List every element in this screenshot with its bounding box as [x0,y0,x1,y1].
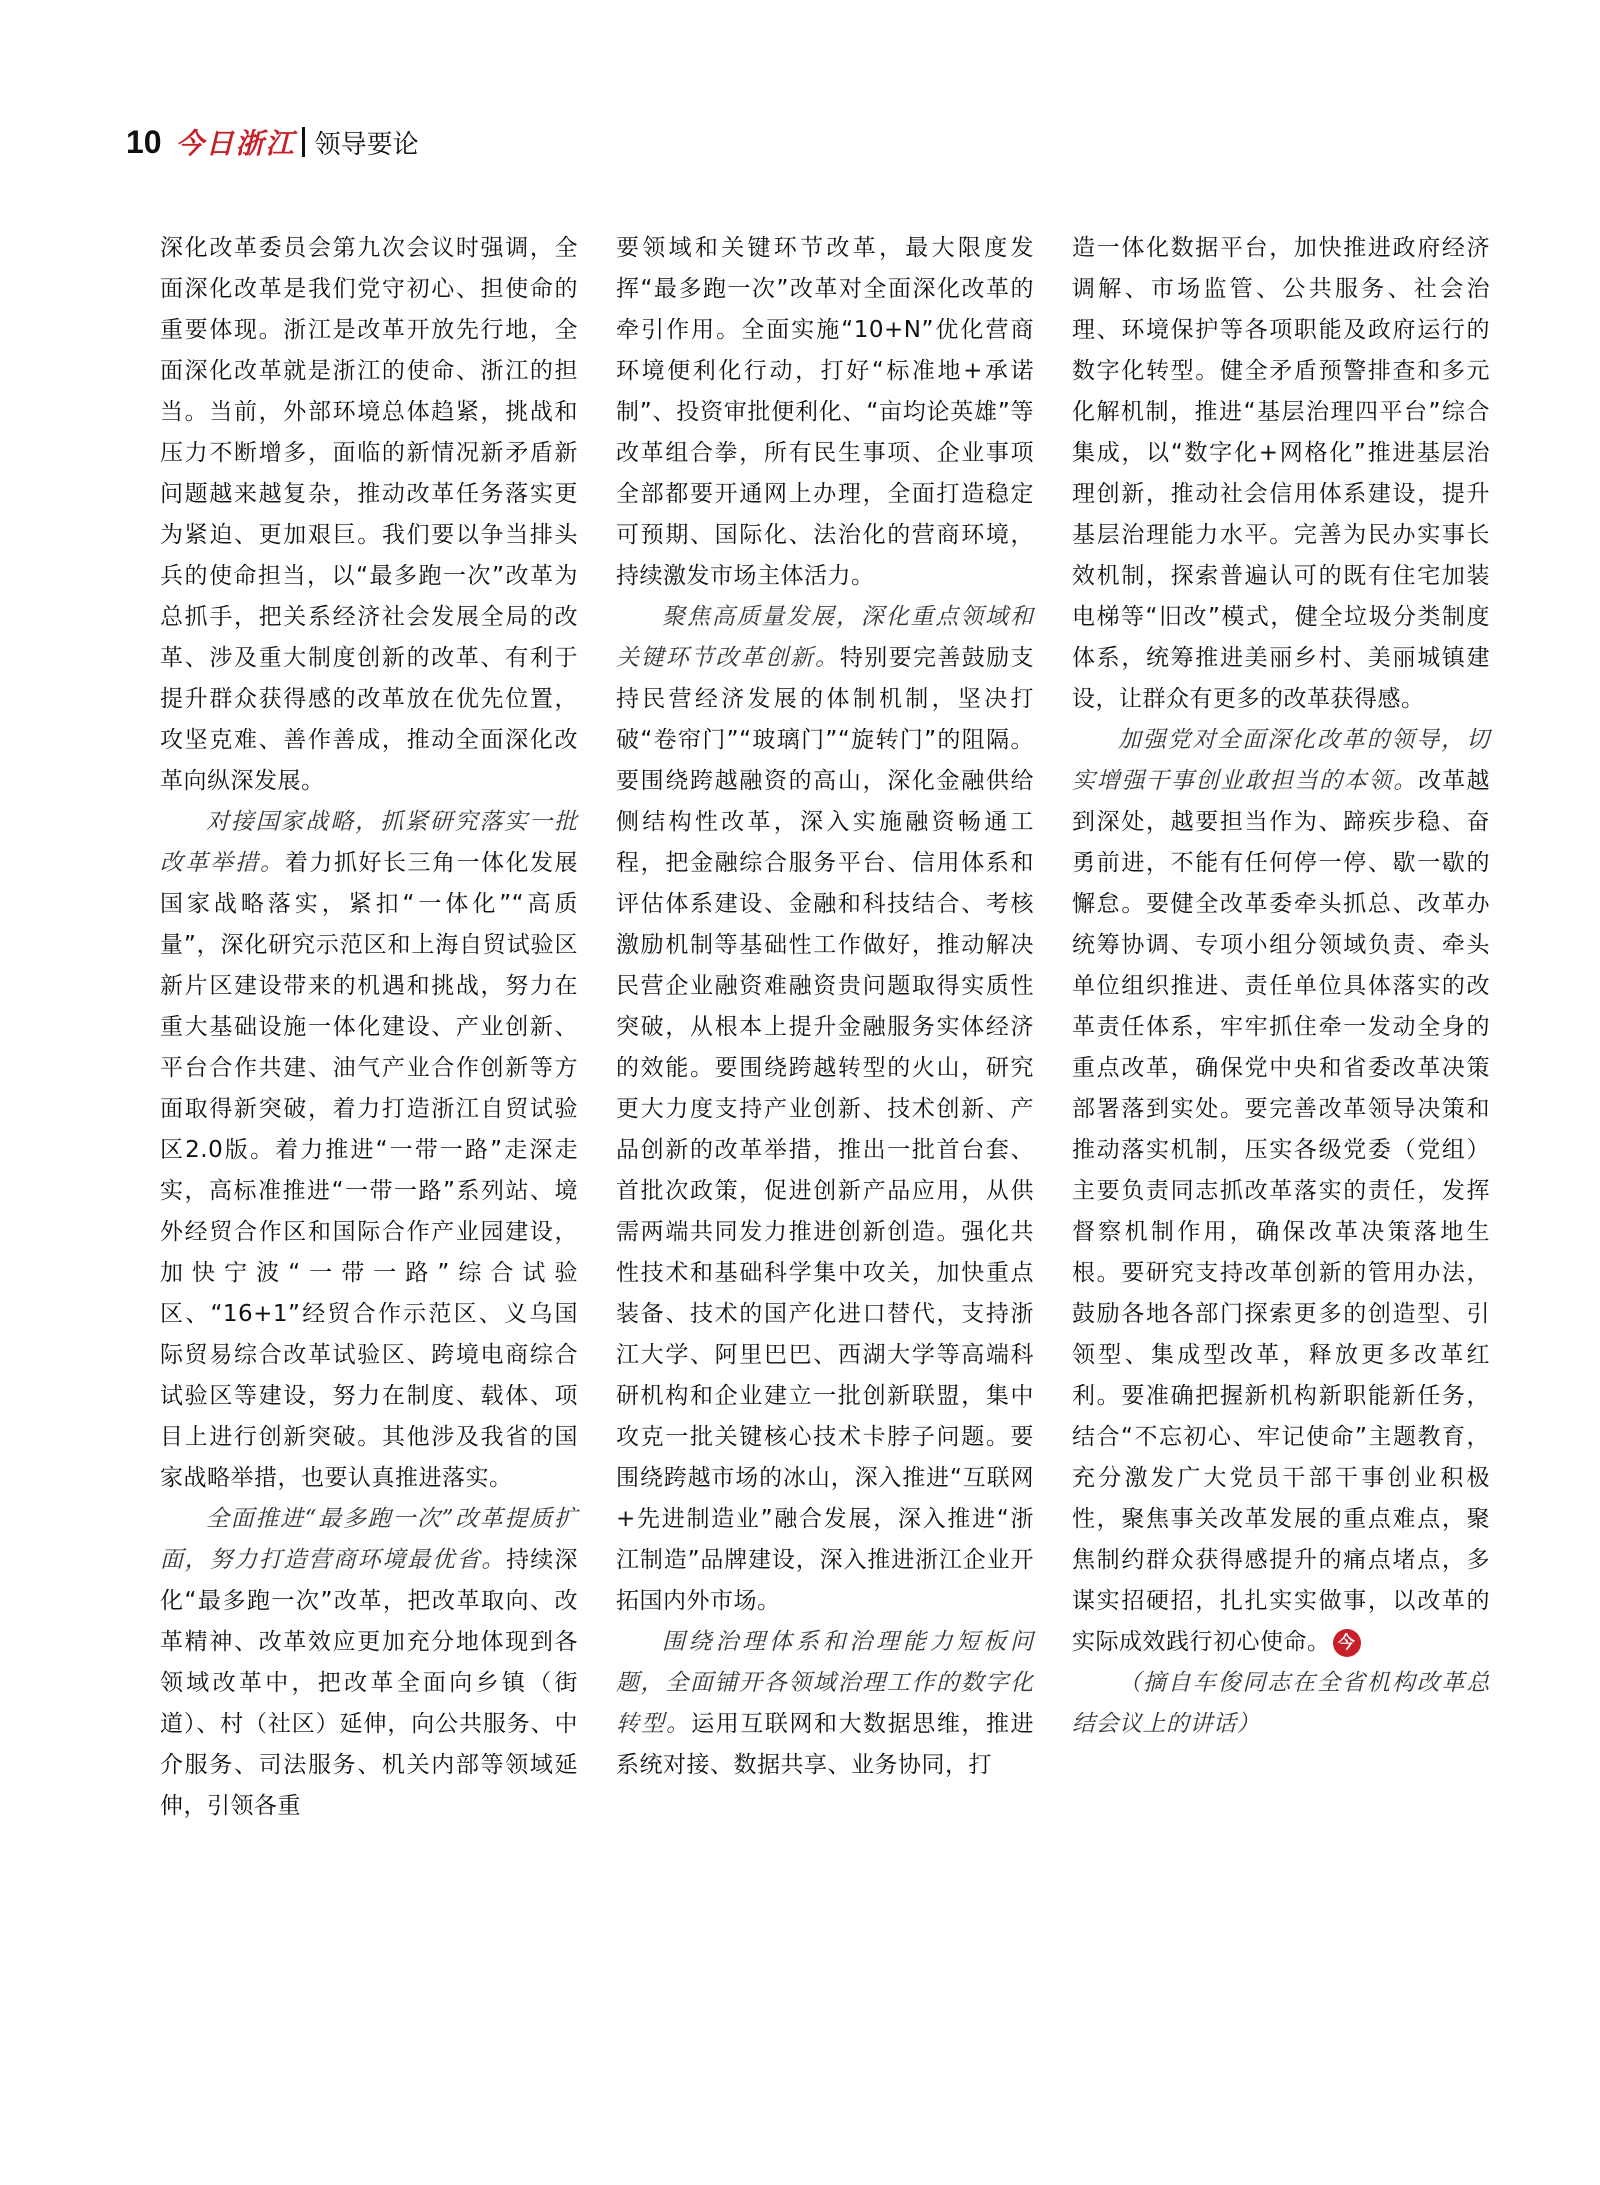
paragraph [616,597,1034,1622]
paragraph [616,1622,1034,1786]
paragraph [1072,228,1490,720]
paragraph-body: 改革越到深处，越要担当作为、蹄疾步稳、奋勇前进，不能有任何停一停、歇一歇的懈怠。要健全改革委牵头抓总、改革办统筹协调、专项小组分领域负责、牵头单位组织推进、责任单位具体落实的改革责任体系，牢牢抓住牵一发动全身的重点改革，确保党中央和省委改革决策部署落到实处。要完善改革领导决策和推动落实机制，压实各级党委（党组）主要负责同志抓改革落实的责任，发挥督察机制作用，确保改革决策落地生根。要研究支持改革创新的管用办法，鼓励各地各部门探索更多的创造型、引领型、集成型改革，释放更多改革红利。要准确把握新机构新职能新任务，结合“不忘初心、牢记使命”主题教育，充分激发广大党员干部干事创业积极性，聚焦事关改革发展的重点难点，聚焦制约群众获得感提升的痛点堵点，多谋实招硬招，扎扎实实做事，以改革的实际成效践行初心使命。 [1072,768,1490,1655]
column-3 [1072,228,1490,1827]
end-mark-icon: 今 [1333,1629,1361,1657]
magazine-logo: 今日浙江 [175,127,296,160]
paragraph [160,802,578,1499]
paragraph [160,228,578,802]
paragraph [1072,720,1490,1663]
paragraph-body: 运用互联网和大数据思维，推进系统对接、数据共享、业务协同，打 [616,1711,1034,1778]
article-body [160,228,1490,1827]
source-note [1072,1663,1490,1745]
paragraph-body: 深化改革委员会第九次会议时强调，全面深化改革是我们党守初心、担使命的重要体现。浙江是改革开放先行地，全面深化改革就是浙江的使命、浙江的担当。当前，外部环境总体趋紧，挑战和压力不断增多，面临的新情况新矛盾新问题越来越复杂，推动改革任务落实更为紧迫、更加艰巨。我们要以争当排头兵的使命担当，以“最多跑一次”改革为总抓手，把关系经济社会发展全局的改革、涉及重大制度创新的改革、有利于提升群众获得感的改革放在优先位置，攻坚克难、善作善成，推动全面深化改革向纵深发展。 [160,235,578,794]
paragraph [616,228,1034,597]
column-2 [616,228,1034,1827]
paragraph-body: 特别要完善鼓励支持民营经济发展的体制机制，坚决打破“卷帘门”“玻璃门”“旋转门”的阻隔。要围绕跨越融资的高山，深化金融供给侧结构性改革，深入实施融资畅通工程，把金融综合服务平台、信用体系和评估体系建设、金融和科技结合、考核激励机制等基础性工作做好，推动解决民营企业融资难融资贵问题取得实质性突破，从根本上提升金融服务实体经济的效能。要围绕跨越转型的火山，研究更大力度支持产业创新、技术创新、产品创新的改革举措，推出一批首台套、首批次政策，促进创新产品应用，从供需两端共同发力推进创新创造。强化共性技术和基础科学集中攻关，加快重点装备、技术的国产化进口替代，支持浙江大学、阿里巴巴、西湖大学等高端科研机构和企业建立一批创新联盟，集中攻克一批关键核心技术卡脖子问题。要围绕跨越市场的冰山，深入推进“互联网+先进制造业”融合发展，深入推进“浙江制造”品牌建设，深入推进浙江企业开拓国内外市场。 [616,645,1034,1614]
page-number: 10 [126,123,162,160]
paragraph [160,1499,578,1827]
paragraph-lead: 加强党对全面深化改革的领导，切实增强干事创业敢担当的本领。 [1072,727,1490,794]
paragraph-body: 造一体化数据平台，加快推进政府经济调解、市场监管、公共服务、社会治理、环境保护等各项职能及政府运行的数字化转型。健全矛盾预警排查和多元化解机制，推进“基层治理四平台”综合集成，以“数字化+网格化”推进基层治理创新，推动社会信用体系建设，提升基层治理能力水平。完善为民办实事长效机制，探索普遍认可的既有住宅加装电梯等“旧改”模式，健全垃圾分类制度体系，统筹推进美丽乡村、美丽城镇建设，让群众有更多的改革获得感。 [1072,235,1490,712]
page-header [126,122,419,162]
source-note-text: （摘自车俊同志在全省机构改革总结会议上的讲话） [1072,1670,1490,1737]
paragraph-body: 着力抓好长三角一体化发展国家战略落实，紧扣“一体化”“高质量”，深化研究示范区和上海自贸试验区新片区建设带来的机遇和挑战，努力在重大基础设施一体化建设、产业创新、平台合作共建、油气产业合作创新等方面取得新突破，着力打造浙江自贸试验区2.0版。着力推进“一带一路”走深走实，高标准推进“一带一路”系列站、境外经贸合作区和国际合作产业园建设，加快宁波“一带一路”综合试验区、“16+1”经贸合作示范区、义乌国际贸易综合改革试验区、跨境电商综合试验区等建设，努力在制度、载体、项目上进行创新突破。其他涉及我省的国家战略举措，也要认真推进落实。 [160,850,578,1491]
paragraph-body: 要领域和关键环节改革，最大限度发挥“最多跑一次”改革对全面深化改革的牵引作用。全面实施“10+N”优化营商环境便利化行动，打好“标准地+承诺制”、投资审批便利化、“亩均论英雄”等改革组合拳，所有民生事项、企业事项全部都要开通网上办理，全面打造稳定可预期、国际化、法治化的营商环境，持续激发市场主体活力。 [616,235,1034,589]
paragraph-lead: 对接国家战略，抓紧研究落实一批改革举措。 [160,809,578,876]
column-1 [160,228,578,1827]
paragraph-body: 持续深化“最多跑一次”改革，把改革取向、改革精神、改革效应更加充分地体现到各领域改革中，把改革全面向乡镇（街道）、村（社区）延伸，向公共服务、中介服务、司法服务、机关内部等领域延伸，引领各重 [160,1547,578,1819]
paragraph-lead: 围绕治理体系和治理能力短板问题，全面铺开各领域治理工作的数字化转型。 [616,1629,1034,1737]
paragraph-lead: 聚焦高质量发展，深化重点领域和关键环节改革创新。 [616,604,1034,671]
header-divider [302,127,305,157]
paragraph-lead: 全面推进“最多跑一次”改革提质扩面，努力打造营商环境最优省。 [160,1506,578,1573]
section-label: 领导要论 [314,129,419,160]
